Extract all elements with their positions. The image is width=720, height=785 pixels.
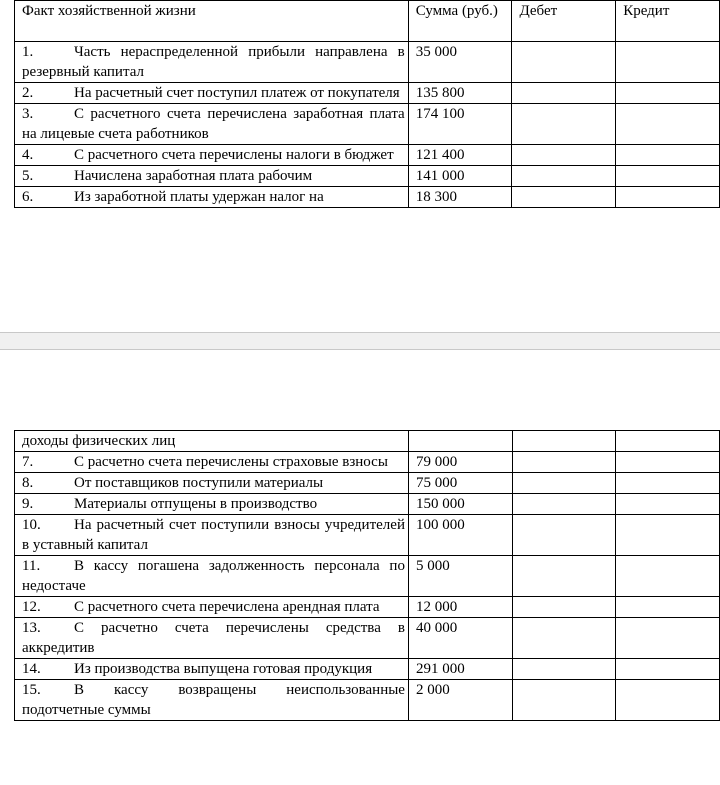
debit-cell: [512, 473, 616, 494]
debit-cell: [512, 83, 616, 104]
debit-cell: [512, 166, 616, 187]
credit-cell: [616, 42, 720, 83]
page-top-fragment: [0, 0, 720, 241]
fact-text: Материалы отпущены в производство: [74, 496, 318, 512]
row-number: 3.: [22, 106, 34, 122]
debit-cell: [512, 556, 616, 597]
table-row: [15, 166, 720, 187]
table-row: [15, 597, 720, 618]
table-row: [15, 618, 720, 659]
fact-text: Из производства выпущена готовая продукция: [74, 661, 373, 677]
fact-text: От поставщиков поступили материалы: [74, 475, 324, 491]
credit-cell: [616, 597, 720, 618]
fact-text: На расчетный счет поступили взносы учредителей в уставный капитал: [22, 517, 405, 553]
table-row: [15, 494, 720, 515]
debit-cell: [512, 659, 616, 680]
credit-cell: [616, 166, 720, 187]
fact-cell: [15, 556, 409, 597]
sum-cell: 100 000: [408, 515, 512, 556]
fact-text: На расчетный счет поступил платеж от покупателя: [74, 85, 400, 101]
sum-cell: 18 300: [408, 187, 512, 208]
table-row: [15, 556, 720, 597]
credit-cell: [616, 431, 720, 452]
credit-cell: [616, 187, 720, 208]
credit-cell: [616, 104, 720, 145]
sum-cell: 150 000: [408, 494, 512, 515]
header-credit: Кредит: [616, 1, 720, 42]
row-number: 11.: [22, 558, 41, 574]
sum-cell: 121 400: [408, 145, 512, 166]
credit-cell: [616, 145, 720, 166]
sum-cell: 141 000: [408, 166, 512, 187]
row-number: 9.: [22, 496, 34, 512]
row-number: 1.: [22, 44, 34, 60]
header-fact: Факт хозяйственной жизни: [15, 1, 409, 42]
fact-text: В кассу погашена задолженность персонала по недостаче: [22, 558, 405, 594]
header-sum: Сумма (руб.): [408, 1, 512, 42]
row-number: 7.: [22, 454, 34, 470]
fact-cell: [15, 597, 409, 618]
sum-cell: 35 000: [408, 42, 512, 83]
sum-cell: [408, 431, 512, 452]
fact-cell: [15, 680, 409, 721]
sum-cell: 291 000: [408, 659, 512, 680]
row-number: 13.: [22, 620, 41, 636]
fact-cell: [15, 473, 409, 494]
table-row: [15, 659, 720, 680]
fact-text: Часть нераспределенной прибыли направлена в резервный капитал: [22, 44, 405, 80]
fact-cell: [15, 166, 409, 187]
transactions-table-top: [14, 0, 720, 208]
debit-cell: [512, 680, 616, 721]
fact-text: В кассу возвращены неиспользованные подотчетные суммы: [22, 682, 405, 718]
page-bottom-fragment: [0, 429, 720, 774]
sum-cell: 75 000: [408, 473, 512, 494]
fact-cell: [15, 618, 409, 659]
fact-cell: [15, 145, 409, 166]
row-number: 10.: [22, 517, 41, 533]
table-row: [15, 145, 720, 166]
debit-cell: [512, 145, 616, 166]
credit-cell: [616, 452, 720, 473]
credit-cell: [616, 473, 720, 494]
sum-cell: 40 000: [408, 618, 512, 659]
debit-cell: [512, 42, 616, 83]
debit-cell: [512, 452, 616, 473]
debit-cell: [512, 597, 616, 618]
fact-text: С расчетного счета перечислена арендная плата: [74, 599, 380, 615]
debit-cell: [512, 618, 616, 659]
debit-cell: [512, 515, 616, 556]
sum-cell: 174 100: [408, 104, 512, 145]
table-row: [15, 42, 720, 83]
table-header-row: [15, 1, 720, 42]
credit-cell: [616, 618, 720, 659]
sum-cell: 12 000: [408, 597, 512, 618]
sum-cell: 79 000: [408, 452, 512, 473]
row-number: 4.: [22, 147, 34, 163]
fact-cell: [15, 42, 409, 83]
table-row-continuation: [15, 431, 720, 452]
table-row: [15, 473, 720, 494]
table-row: [15, 515, 720, 556]
table-row: [15, 452, 720, 473]
table-row: [15, 104, 720, 145]
credit-cell: [616, 83, 720, 104]
sum-cell: 135 800: [408, 83, 512, 104]
header-debit: Дебет: [512, 1, 616, 42]
fact-cell: [15, 83, 409, 104]
row-number: 15.: [22, 682, 41, 698]
debit-cell: [512, 104, 616, 145]
fact-text: С расчетно счета перечислены страховые взносы: [74, 454, 388, 470]
fact-cell: [15, 187, 409, 208]
row-number: 5.: [22, 168, 34, 184]
fact-cell: [15, 515, 409, 556]
table-row: [15, 187, 720, 208]
row-number: 6.: [22, 189, 34, 205]
debit-cell: [512, 431, 616, 452]
table-row: [15, 83, 720, 104]
fact-text: С расчетного счета перечислены налоги в бюджет: [74, 147, 394, 163]
continuation-text: доходы физических лиц: [15, 431, 409, 452]
fact-text: С расчетного счета перечислена заработная плата на лицевые счета работников: [22, 106, 405, 142]
debit-cell: [512, 187, 616, 208]
fact-cell: [15, 494, 409, 515]
row-number: 12.: [22, 599, 41, 615]
credit-cell: [616, 494, 720, 515]
row-number: 2.: [22, 85, 34, 101]
credit-cell: [616, 659, 720, 680]
table-row: [15, 680, 720, 721]
row-number: 14.: [22, 661, 41, 677]
transactions-table-bottom: [14, 430, 720, 721]
sum-cell: 2 000: [408, 680, 512, 721]
fact-text: Из заработной платы удержан налог на: [74, 189, 324, 205]
sum-cell: 5 000: [408, 556, 512, 597]
fact-text: С расчетно счета перечислены средства в аккредитив: [22, 620, 405, 656]
row-number: 8.: [22, 475, 34, 491]
fact-cell: [15, 104, 409, 145]
fact-text: Начислена заработная плата рабочим: [74, 168, 313, 184]
credit-cell: [616, 556, 720, 597]
debit-cell: [512, 494, 616, 515]
fact-cell: [15, 659, 409, 680]
page-break-separator: [0, 332, 720, 350]
credit-cell: [616, 680, 720, 721]
fact-cell: [15, 452, 409, 473]
credit-cell: [616, 515, 720, 556]
